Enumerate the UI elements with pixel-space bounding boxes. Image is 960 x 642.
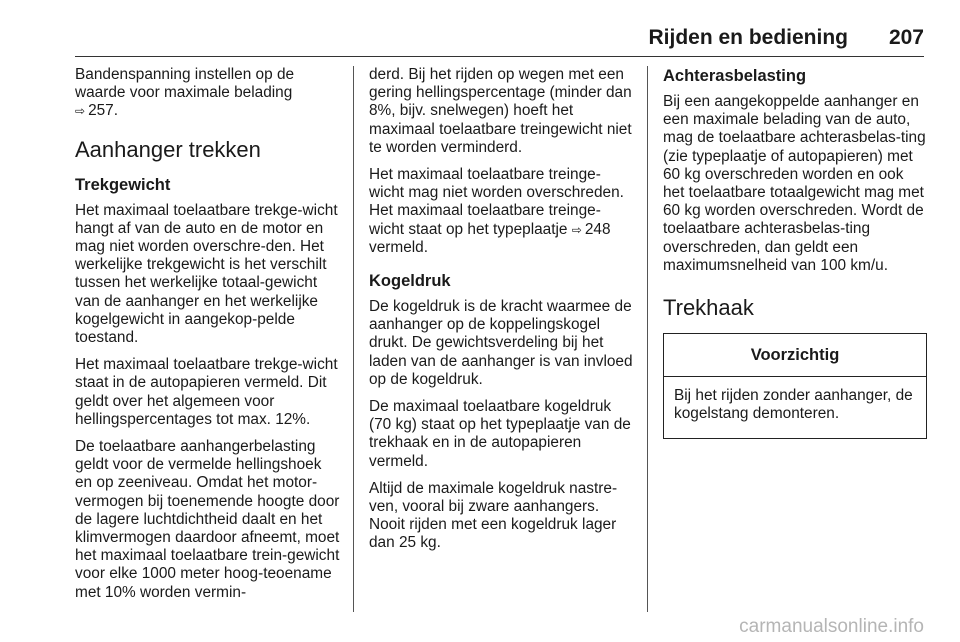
column-divider-1 (353, 66, 354, 612)
header-divider (75, 56, 924, 57)
page-reference-link[interactable]: 248 (584, 220, 611, 238)
intro-paragraph: Bandenspanning instellen op de waarde voor maximale belading ⇨ 257. (75, 66, 295, 120)
paragraph: De kogeldruk is de kracht waarmee de aanhanger op de koppelingskogel drukt. De gewichtsverdeling bij het laden van de aanhanger is van invloed op de kogeldruk. (369, 298, 633, 388)
subheading-achterasbelasting: Achterasbelasting (663, 67, 807, 85)
paragraph: Altijd de maximale kogeldruk nastre-ven, vooral bij zware aanhangers. Nooit rijden met een kogeldruk lager dan 25 kg. (369, 479, 618, 552)
page-number: 207 (888, 26, 924, 49)
caution-title: Voorzichtig (664, 334, 926, 377)
subheading-trekgewicht: Trekgewicht (75, 175, 171, 194)
paragraph: derd. Bij het rijden op wegen met een gering hellingspercentage (minder dan 8%, bijv. snelwegen) hoeft het maximaal toelaatbare treingewicht niet te worden verminderd. (369, 66, 632, 156)
page-header (0, 0, 960, 56)
watermark: carmanualsonline.info (739, 616, 924, 637)
subheading-kogeldruk: Kogeldruk (369, 272, 451, 291)
column-divider-2 (647, 66, 648, 612)
paragraph: Het maximaal toelaatbare treinge-wicht mag niet worden overschreden. Het maximaal toelaatbare treinge-wicht staat op het typeplaatje ⇨ 248 vermeld. (369, 166, 624, 256)
caution-box (663, 333, 927, 439)
paragraph: Het maximaal toelaatbare trekge-wicht hangt af van de auto en de motor en mag niet worden overschre-den. Het werkelijke trekgewicht is het verschilt tussen het werkelijke totaal-gewicht van de aanhanger en het werkelijke kogelgewicht in aangekop-pelde toestand. (75, 201, 338, 347)
paragraph: De toelaatbare aanhangerbelasting geldt voor de vermelde hellingshoek en op zeeniveau. Omdat het motor-vermogen bij toenemende hoogte door de lagere luchtdichtheid daalt en het klimvermogen daardoor afneemt, moet het maximaal toelaatbare trein-gewicht voor elke 1000 meter hoog-teoename met 10% worden vermin- (75, 438, 340, 601)
column-3 (663, 66, 927, 439)
page-reference-icon: ⇨ (75, 104, 86, 119)
page-reference-icon: ⇨ (571, 222, 582, 237)
section-title-aanhanger: Aanhanger trekken (75, 136, 261, 162)
column-1 (75, 66, 341, 611)
paragraph: Het maximaal toelaatbare trekge-wicht staat in de autopapieren vermeld. Dit geldt over het algemeen voor hellingspercentages tot max. 12%. (75, 356, 338, 428)
chapter-title: Rijden en bediening (648, 26, 848, 49)
paragraph: De maximaal toelaatbare kogeldruk (70 kg) staat op het typeplaatje van de trekhaak en in de autopapieren vermeld. (369, 398, 631, 470)
paragraph: Bij een aangekoppelde aanhanger en een maximale belading van de auto, mag de toelaatbare achterasbelas-ting (zie typeplaatje of autopapieren) met 60 kg overschreden worden en ook het toelaatbare totaalgewicht mag met 60 kg worden overschreden. Wordt de toelaatbare achterasbelas-ting overschreden, dan geldt een maximumsnelheid van 100 km/u. (663, 93, 926, 274)
section-title-trekhaak: Trekhaak (663, 295, 754, 321)
caution-text: Bij het rijden zonder aanhanger, de kogelstang demonteren. (674, 387, 913, 423)
page-reference-link[interactable]: 257. (88, 102, 119, 120)
column-2 (369, 66, 635, 562)
